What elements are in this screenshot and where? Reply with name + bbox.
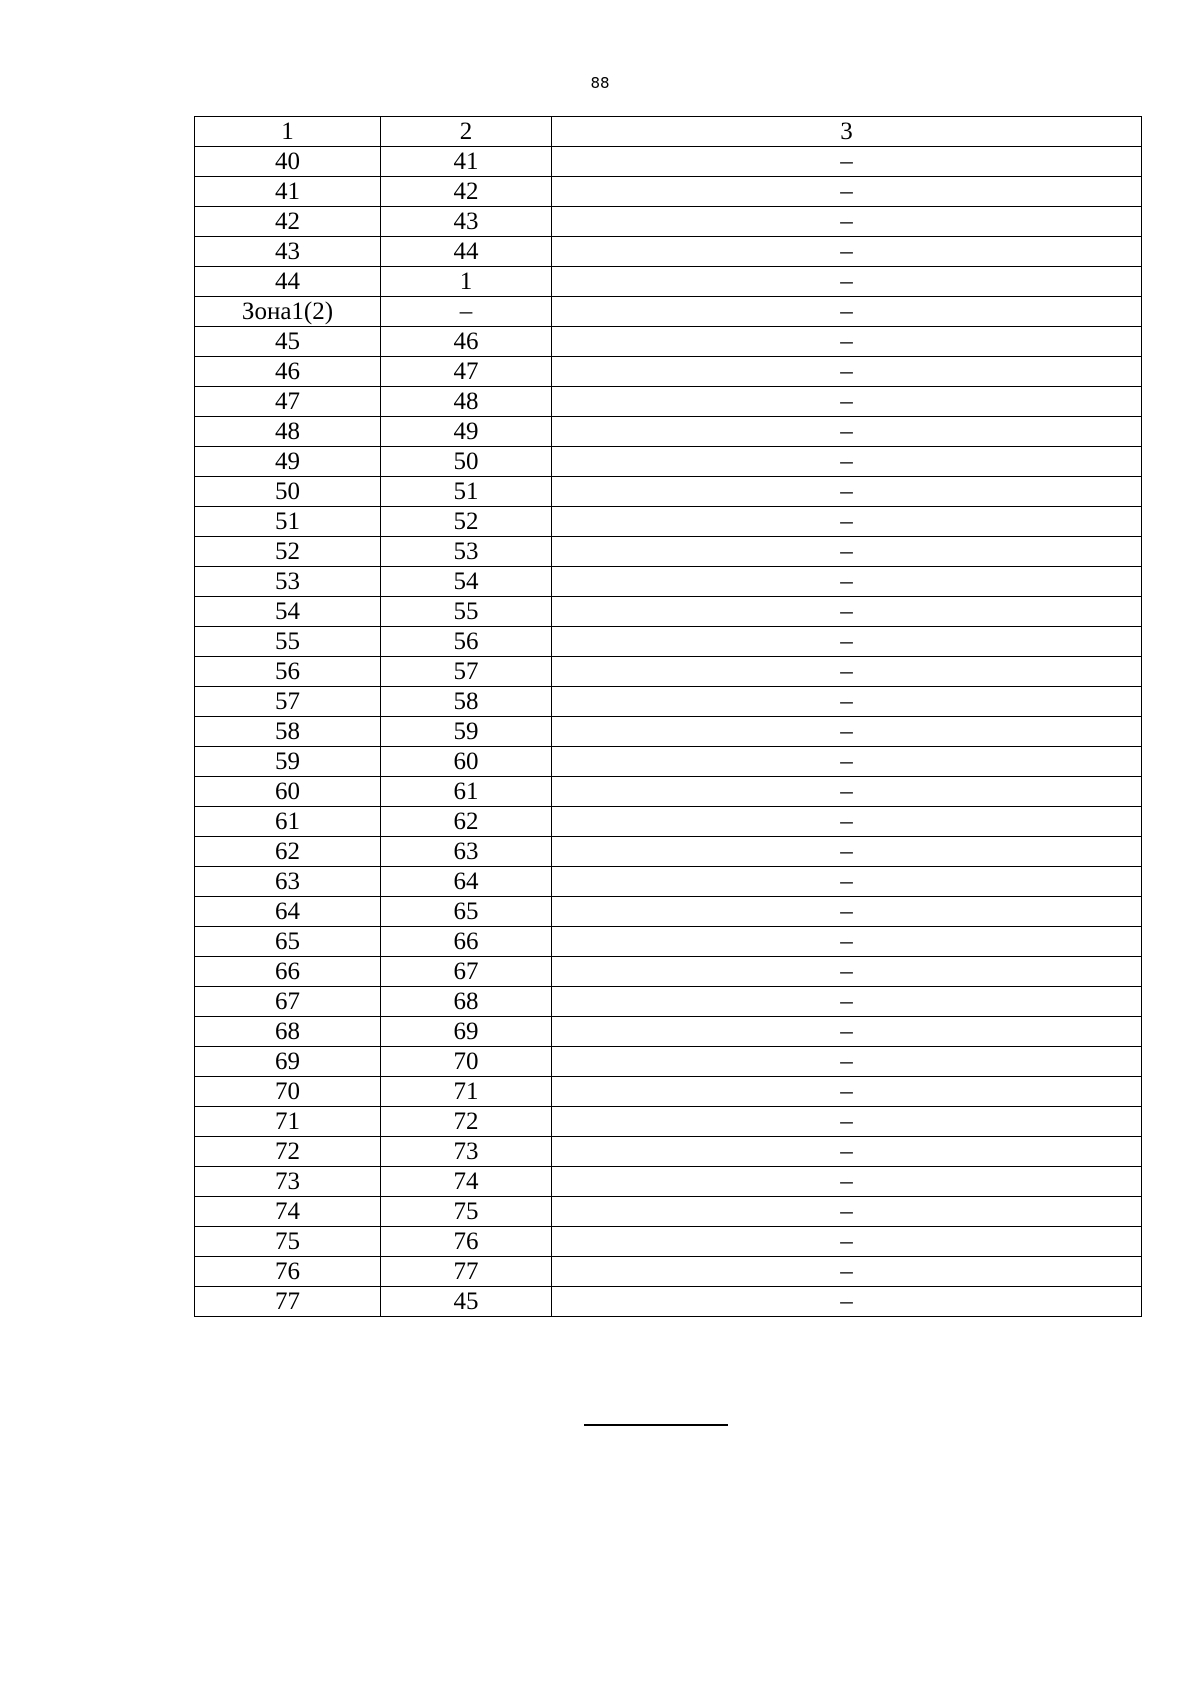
table-cell-col2: 44 — [381, 237, 552, 267]
table-cell-col2: 77 — [381, 1257, 552, 1287]
table-cell-col3: – — [552, 597, 1142, 627]
table-cell-col2: 76 — [381, 1227, 552, 1257]
table-cell-col3: – — [552, 657, 1142, 687]
table-cell-col3: – — [552, 357, 1142, 387]
table-row — [195, 1167, 1142, 1197]
table-cell-col1: 43 — [195, 237, 381, 267]
table-cell-col2: 59 — [381, 717, 552, 747]
table-cell-col3: – — [552, 237, 1142, 267]
table-row — [195, 207, 1142, 237]
table-row — [195, 1257, 1142, 1287]
table-cell-col3: – — [552, 1227, 1142, 1257]
table-body — [195, 147, 1142, 1317]
table-row — [195, 1227, 1142, 1257]
table-cell-col2: 63 — [381, 837, 552, 867]
table-cell-col3: – — [552, 687, 1142, 717]
table-header-row — [195, 117, 1142, 147]
table-row — [195, 177, 1142, 207]
table-row — [195, 837, 1142, 867]
table-row — [195, 567, 1142, 597]
table-cell-col2: 49 — [381, 417, 552, 447]
table-row — [195, 507, 1142, 537]
table-cell-col2: 73 — [381, 1137, 552, 1167]
table-cell-col1: 69 — [195, 1047, 381, 1077]
table-cell-col3: – — [552, 1047, 1142, 1077]
table-row — [195, 627, 1142, 657]
table-cell-col2: 64 — [381, 867, 552, 897]
column-header-2: 2 — [381, 117, 552, 147]
table-cell-col1: 46 — [195, 357, 381, 387]
table-row — [195, 597, 1142, 627]
table-cell-col1: 53 — [195, 567, 381, 597]
table-row — [195, 297, 1142, 327]
table-cell-col3: – — [552, 297, 1142, 327]
table-cell-col2: 48 — [381, 387, 552, 417]
table-cell-col2: 50 — [381, 447, 552, 477]
end-of-section-rule — [584, 1424, 728, 1426]
table-cell-col1: 73 — [195, 1167, 381, 1197]
table-cell-col2: 55 — [381, 597, 552, 627]
table-cell-col3: – — [552, 747, 1142, 777]
table-cell-col2: 70 — [381, 1047, 552, 1077]
table-cell-col2: 62 — [381, 807, 552, 837]
table-cell-col2: 58 — [381, 687, 552, 717]
table-cell-col1: 60 — [195, 777, 381, 807]
table-cell-col3: – — [552, 447, 1142, 477]
table-cell-col3: – — [552, 1167, 1142, 1197]
table-cell-col2: 46 — [381, 327, 552, 357]
table-cell-col1: 49 — [195, 447, 381, 477]
table-cell-col2: 51 — [381, 477, 552, 507]
table-cell-col1: 66 — [195, 957, 381, 987]
page-number: 88 — [590, 74, 610, 92]
table-row — [195, 357, 1142, 387]
table-cell-col2: 1 — [381, 267, 552, 297]
table-cell-col2: 56 — [381, 627, 552, 657]
table-row — [195, 897, 1142, 927]
table-cell-col2: 43 — [381, 207, 552, 237]
table-cell-col2: 45 — [381, 1287, 552, 1317]
table-cell-col3: – — [552, 1287, 1142, 1317]
table-cell-col2: 61 — [381, 777, 552, 807]
table-row — [195, 477, 1142, 507]
table-row — [195, 1077, 1142, 1107]
table-row — [195, 147, 1142, 177]
table-cell-col1: 71 — [195, 1107, 381, 1137]
table-cell-col3: – — [552, 1017, 1142, 1047]
table-cell-col2: 69 — [381, 1017, 552, 1047]
table-cell-col3: – — [552, 867, 1142, 897]
table-cell-col2: 42 — [381, 177, 552, 207]
table-cell-col3: – — [552, 567, 1142, 597]
table-cell-col2: 53 — [381, 537, 552, 567]
table-cell-col1: 64 — [195, 897, 381, 927]
table-cell-col2: 65 — [381, 897, 552, 927]
table-cell-col3: – — [552, 807, 1142, 837]
table-cell-col1: 40 — [195, 147, 381, 177]
table-cell-col1: Зона1(2) — [195, 297, 381, 327]
table-row — [195, 867, 1142, 897]
table-cell-col3: – — [552, 777, 1142, 807]
table-cell-col3: – — [552, 507, 1142, 537]
table-cell-col1: 50 — [195, 477, 381, 507]
table-cell-col3: – — [552, 897, 1142, 927]
table-cell-col1: 51 — [195, 507, 381, 537]
table-row — [195, 807, 1142, 837]
table-cell-col1: 74 — [195, 1197, 381, 1227]
table-cell-col1: 48 — [195, 417, 381, 447]
table-cell-col3: – — [552, 837, 1142, 867]
table-cell-col3: – — [552, 1197, 1142, 1227]
table-cell-col3: – — [552, 537, 1142, 567]
table-cell-col2: – — [381, 297, 552, 327]
table-cell-col2: 66 — [381, 927, 552, 957]
table-cell-col1: 54 — [195, 597, 381, 627]
table-cell-col2: 74 — [381, 1167, 552, 1197]
table-cell-col2: 75 — [381, 1197, 552, 1227]
data-table — [194, 116, 1142, 1317]
table-row — [195, 1107, 1142, 1137]
table-cell-col3: – — [552, 927, 1142, 957]
table-cell-col3: – — [552, 1107, 1142, 1137]
table-cell-col1: 52 — [195, 537, 381, 567]
table-row — [195, 957, 1142, 987]
table-cell-col3: – — [552, 627, 1142, 657]
table-row — [195, 237, 1142, 267]
table-cell-col2: 67 — [381, 957, 552, 987]
table-cell-col1: 47 — [195, 387, 381, 417]
table-cell-col1: 45 — [195, 327, 381, 357]
table-row — [195, 657, 1142, 687]
table-cell-col3: – — [552, 957, 1142, 987]
column-header-1: 1 — [195, 117, 381, 147]
table-cell-col2: 72 — [381, 1107, 552, 1137]
table-cell-col1: 42 — [195, 207, 381, 237]
table-cell-col3: – — [552, 327, 1142, 357]
table-cell-col2: 54 — [381, 567, 552, 597]
table-cell-col3: – — [552, 987, 1142, 1017]
table-cell-col3: – — [552, 387, 1142, 417]
table-cell-col2: 57 — [381, 657, 552, 687]
table-cell-col3: – — [552, 1137, 1142, 1167]
table-cell-col2: 52 — [381, 507, 552, 537]
table-row — [195, 1287, 1142, 1317]
table-cell-col1: 44 — [195, 267, 381, 297]
table-row — [195, 1047, 1142, 1077]
table-row — [195, 927, 1142, 957]
table-row — [195, 1137, 1142, 1167]
table-cell-col2: 71 — [381, 1077, 552, 1107]
table-cell-col3: – — [552, 1077, 1142, 1107]
table-cell-col2: 41 — [381, 147, 552, 177]
table-cell-col1: 61 — [195, 807, 381, 837]
table-cell-col1: 72 — [195, 1137, 381, 1167]
table-row — [195, 417, 1142, 447]
table-cell-col3: – — [552, 1257, 1142, 1287]
table-cell-col3: – — [552, 207, 1142, 237]
table-row — [195, 447, 1142, 477]
table-cell-col1: 55 — [195, 627, 381, 657]
table-cell-col1: 57 — [195, 687, 381, 717]
table-cell-col1: 62 — [195, 837, 381, 867]
table-row — [195, 327, 1142, 357]
table-cell-col3: – — [552, 267, 1142, 297]
table-cell-col1: 67 — [195, 987, 381, 1017]
table-cell-col1: 75 — [195, 1227, 381, 1257]
table-cell-col1: 70 — [195, 1077, 381, 1107]
table-cell-col1: 76 — [195, 1257, 381, 1287]
column-header-3: 3 — [552, 117, 1142, 147]
table-row — [195, 267, 1142, 297]
table-cell-col2: 47 — [381, 357, 552, 387]
table-row — [195, 387, 1142, 417]
table-row — [195, 687, 1142, 717]
table-row — [195, 717, 1142, 747]
table-cell-col1: 68 — [195, 1017, 381, 1047]
table-cell-col3: – — [552, 717, 1142, 747]
table-cell-col1: 41 — [195, 177, 381, 207]
table-cell-col1: 56 — [195, 657, 381, 687]
table-row — [195, 747, 1142, 777]
table-cell-col2: 68 — [381, 987, 552, 1017]
table-cell-col1: 59 — [195, 747, 381, 777]
table-row — [195, 1197, 1142, 1227]
table-cell-col1: 63 — [195, 867, 381, 897]
table-row — [195, 1017, 1142, 1047]
table-row — [195, 537, 1142, 567]
table-row — [195, 987, 1142, 1017]
table-cell-col2: 60 — [381, 747, 552, 777]
table-cell-col3: – — [552, 477, 1142, 507]
table-cell-col3: – — [552, 417, 1142, 447]
table-cell-col3: – — [552, 177, 1142, 207]
table-row — [195, 777, 1142, 807]
table-cell-col1: 65 — [195, 927, 381, 957]
table-cell-col1: 58 — [195, 717, 381, 747]
table-cell-col3: – — [552, 147, 1142, 177]
table-cell-col1: 77 — [195, 1287, 381, 1317]
